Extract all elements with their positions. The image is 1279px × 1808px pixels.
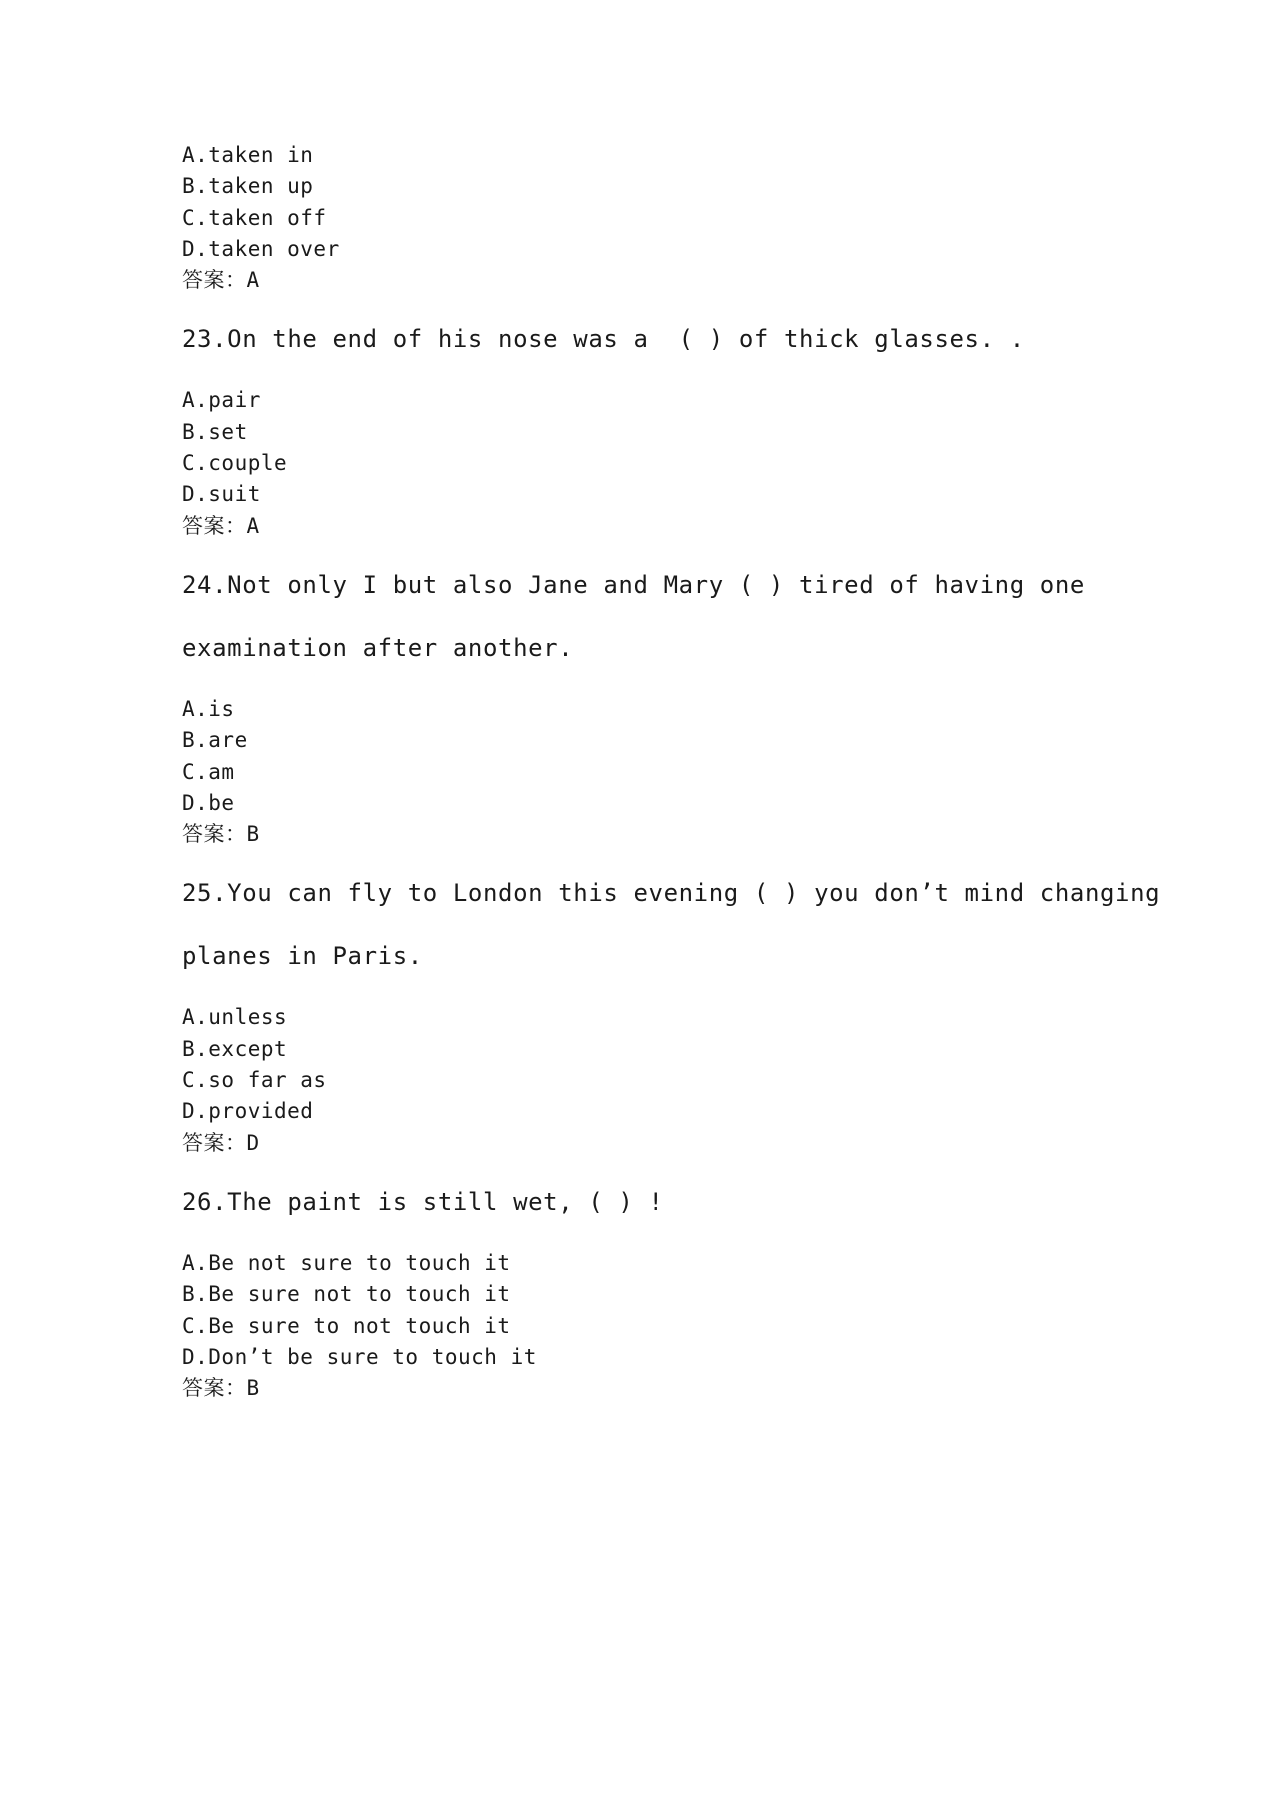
- option-c: C.so far as: [182, 1068, 327, 1093]
- question-25: [182, 862, 1161, 1158]
- option-c: C.taken off: [182, 205, 327, 230]
- answer-line: 答案：D: [182, 1130, 260, 1155]
- option-a: A.taken in: [182, 143, 314, 167]
- option-b: B.except: [182, 1036, 288, 1061]
- question-22-tail: [182, 140, 1142, 296]
- option-d: D.suit: [182, 482, 261, 507]
- option-b: B.taken up: [182, 174, 314, 199]
- answer-line: 答案：B: [182, 1376, 260, 1401]
- option-d: D.Don’t be sure to touch it: [182, 1344, 537, 1369]
- option-b: B.Be sure not to touch it: [182, 1282, 511, 1307]
- option-a: A.Be not sure to touch it: [182, 1250, 511, 1275]
- question-text: 26.The paint is still wet, ( ) !: [182, 1187, 664, 1216]
- question-26: [182, 1171, 1142, 1404]
- answer-line: 答案：A: [182, 513, 260, 538]
- option-c: C.Be sure to not touch it: [182, 1313, 511, 1338]
- option-c: C.couple: [182, 451, 288, 476]
- option-c: C.am: [182, 759, 235, 784]
- option-d: D.provided: [182, 1099, 314, 1124]
- question-text: 23.On the end of his nose was a ( ) of thick glasses. .: [182, 325, 1025, 354]
- question-24: [182, 554, 1142, 850]
- question-text: 25.You can fly to London this evening ( ) you don’t mind changing: [182, 879, 1161, 908]
- option-a: A.pair: [182, 388, 261, 413]
- option-b: B.set: [182, 419, 248, 444]
- option-d: D.be: [182, 790, 235, 815]
- option-d: D.taken over: [182, 236, 340, 261]
- question-text-continued: examination after another.: [182, 633, 574, 662]
- question-23: [182, 308, 1142, 541]
- answer-line: 答案：A: [182, 268, 260, 293]
- option-a: A.unless: [182, 1005, 288, 1030]
- option-b: B.are: [182, 728, 248, 753]
- question-text-continued: planes in Paris.: [182, 942, 423, 971]
- option-a: A.is: [182, 696, 235, 721]
- document-page: [182, 140, 1161, 1404]
- answer-line: 答案：B: [182, 822, 260, 847]
- question-text: 24.Not only I but also Jane and Mary ( ) tired of having one: [182, 570, 1085, 599]
